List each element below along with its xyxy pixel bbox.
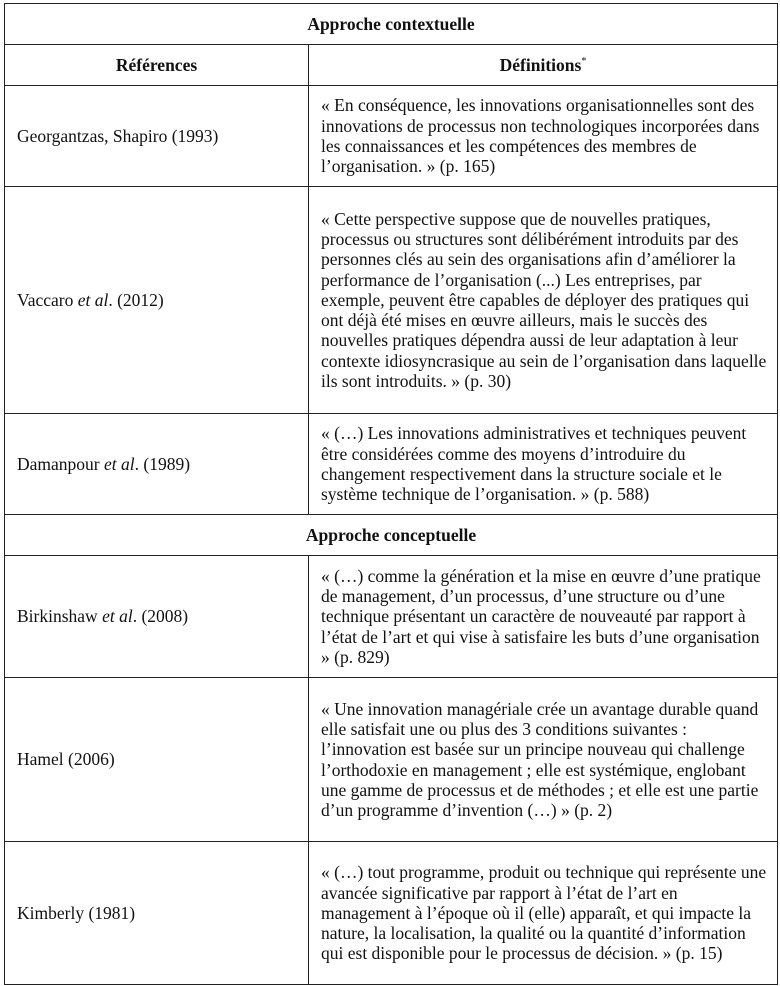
definition-cell: « (…) Les innovations administratives et techniques peuvent être considérées comme des moyens d’introduire du changement respectivement dans la structure sociale et le système technique de l’organisation. » (p. 588)	[309, 414, 778, 515]
reference-etal: et al	[104, 453, 135, 474]
section-header-row	[5, 515, 778, 556]
reference-cell	[5, 86, 309, 187]
reference-author: Vaccaro	[17, 289, 78, 310]
definition-cell: « Cette perspective suppose que de nouvelles pratiques, processus ou structures sont délibérément introduits par des personnes clés au sein des organisations afin d’améliorer la performance de l’organisation (...) Les entreprises, par exemple, peuvent être capables de déployer des pratiques qui ont déjà été mises en œuvre ailleurs, mais le succès des nouvelles pratiques dépendra aussi de leur adaptation à leur contexte idiosyncrasique au sein de l’organisation dans laquelle ils sont introduits. » (p. 30)	[309, 187, 778, 414]
column-header-row	[5, 45, 778, 86]
reference-cell	[5, 842, 309, 985]
column-header-definitions	[309, 45, 778, 86]
definition-cell: « (…) comme la génération et la mise en œuvre d’une pratique de management, d’un processus, d’une structure ou d’une technique présentant un caractère de nouveauté par rapport à l’état de l’art et qui vise à satisfaire les buts d’une organisation » (p. 829)	[309, 556, 778, 678]
reference-year: . (1989)	[134, 453, 191, 474]
table-row	[5, 86, 778, 187]
table-row	[5, 678, 778, 842]
column-header-definitions-label: Définitions	[499, 54, 582, 75]
table-row	[5, 414, 778, 515]
reference-author: Hamel (2006)	[17, 749, 115, 770]
reference-cell	[5, 678, 309, 842]
reference-year: . (2012)	[108, 289, 164, 310]
definition-cell: « Une innovation managériale crée un avantage durable quand elle satisfait une ou plus des 3 conditions suivantes : l’innovation est basée sur un principe nouveau qui challenge l’orthodoxie en management ; elle est systémique, englobant une gamme de processus et de méthodes ; et elle est une partie d’un programme d’invention (…) » (p. 2)	[309, 678, 778, 842]
column-header-references: Références	[5, 45, 309, 86]
reference-cell	[5, 556, 309, 678]
section-header-row	[5, 4, 778, 45]
definition-cell: « (…) tout programme, produit ou technique qui représente une avancée significative par rapport à l’état de l’art en management à l’époque où il (elle) apparaît, et qui impacte la nature, la localisation, la qualité ou la quantité d’information qui est disponible pour le processus de décision. » (p. 15)	[309, 842, 778, 985]
reference-cell	[5, 187, 309, 414]
footnote-mark: *	[581, 56, 587, 68]
section-title-conceptual: Approche conceptuelle	[5, 515, 778, 556]
table-row	[5, 556, 778, 678]
definitions-table	[4, 3, 778, 985]
reference-etal: et al	[102, 606, 133, 627]
reference-year: . (2008)	[132, 606, 189, 627]
reference-author: Damanpour	[17, 453, 104, 474]
reference-author: Kimberly (1981)	[17, 902, 136, 923]
definition-cell: « En conséquence, les innovations organisationnelles sont des innovations de processus non technologiques incorporées dans les connaissances et les compétences des membres de l’organisation. » (p. 165)	[309, 86, 778, 187]
reference-author: Georgantzas, Shapiro (1993)	[17, 125, 219, 146]
reference-cell	[5, 414, 309, 515]
reference-etal: et al	[77, 289, 109, 310]
section-title-contextual: Approche contextuelle	[5, 4, 778, 45]
table-row	[5, 842, 778, 985]
table-row	[5, 187, 778, 414]
reference-author: Birkinshaw	[17, 606, 103, 627]
